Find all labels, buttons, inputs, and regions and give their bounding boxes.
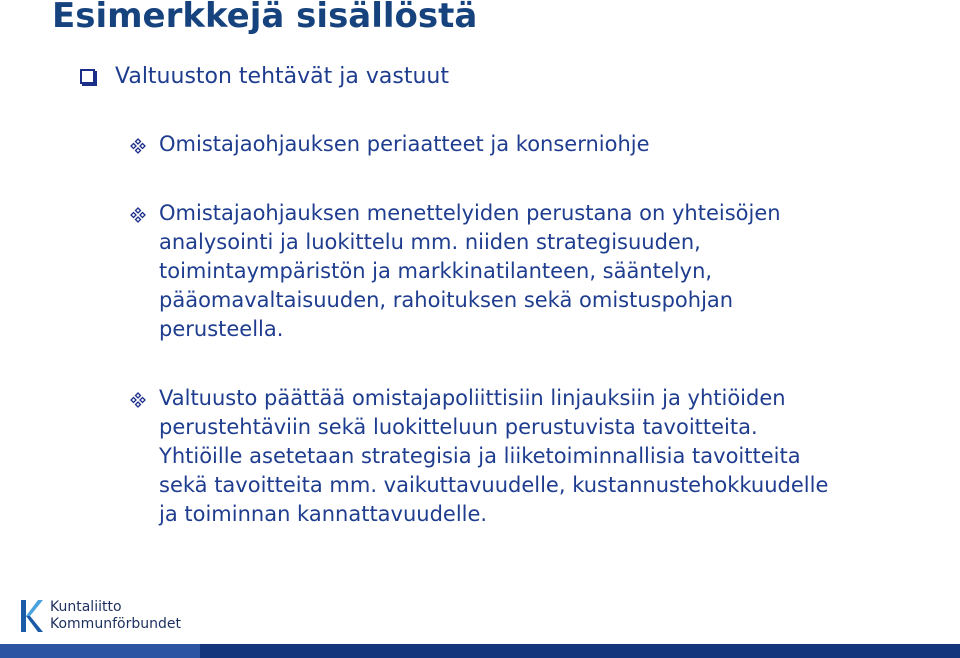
four-diamond-icon [130,392,146,408]
kuntaliitto-logo [20,598,181,634]
logo-line-1: Kuntaliitto [50,599,122,615]
kuntaliitto-k-logo-icon [20,598,44,634]
logo-line-2: Kommunförbundet [50,616,181,632]
sub-bullet-text: Omistajaohjauksen menettelyiden perustana on yhteisöjen analysointi ja luokittelu mm. niiden strategisuuden, toimintaympäristön ja markkinatilanteen, sääntelyn, pääomavaltaisuuden, rahoituksen sekä omistuspohjan perusteella. [159,201,781,341]
sub-bullet-text: Omistajaohjauksen periaatteet ja konserniohje [159,132,650,156]
four-diamond-icon [130,138,146,154]
sub-bullet-item [130,199,959,344]
four-diamond-icon [130,207,146,223]
sub-bullet-item [130,384,959,529]
slide-title: Esimerkkejä sisällöstä [52,0,478,36]
sub-bullet-item [130,130,959,159]
hollow-square-icon [80,69,95,84]
footer-bar [0,644,960,658]
main-bullet-text: Valtuuston tehtävät ja vastuut [115,64,449,89]
main-bullet [80,64,449,89]
sub-bullet-text: Valtuusto päättää omistajapoliittisiin linjauksiin ja yhtiöiden perustehtäviin sekä luokitteluun perustuvista tavoitteita. Yhtiöille asetetaan strategisia ja liiketoiminnallisia tavoitteita sekä tavoitteita mm. vaikuttavuudelle, kustannustehokkuudelle ja toiminnan kannattavuudelle. [159,386,829,526]
footer-bar-accent [0,644,200,658]
